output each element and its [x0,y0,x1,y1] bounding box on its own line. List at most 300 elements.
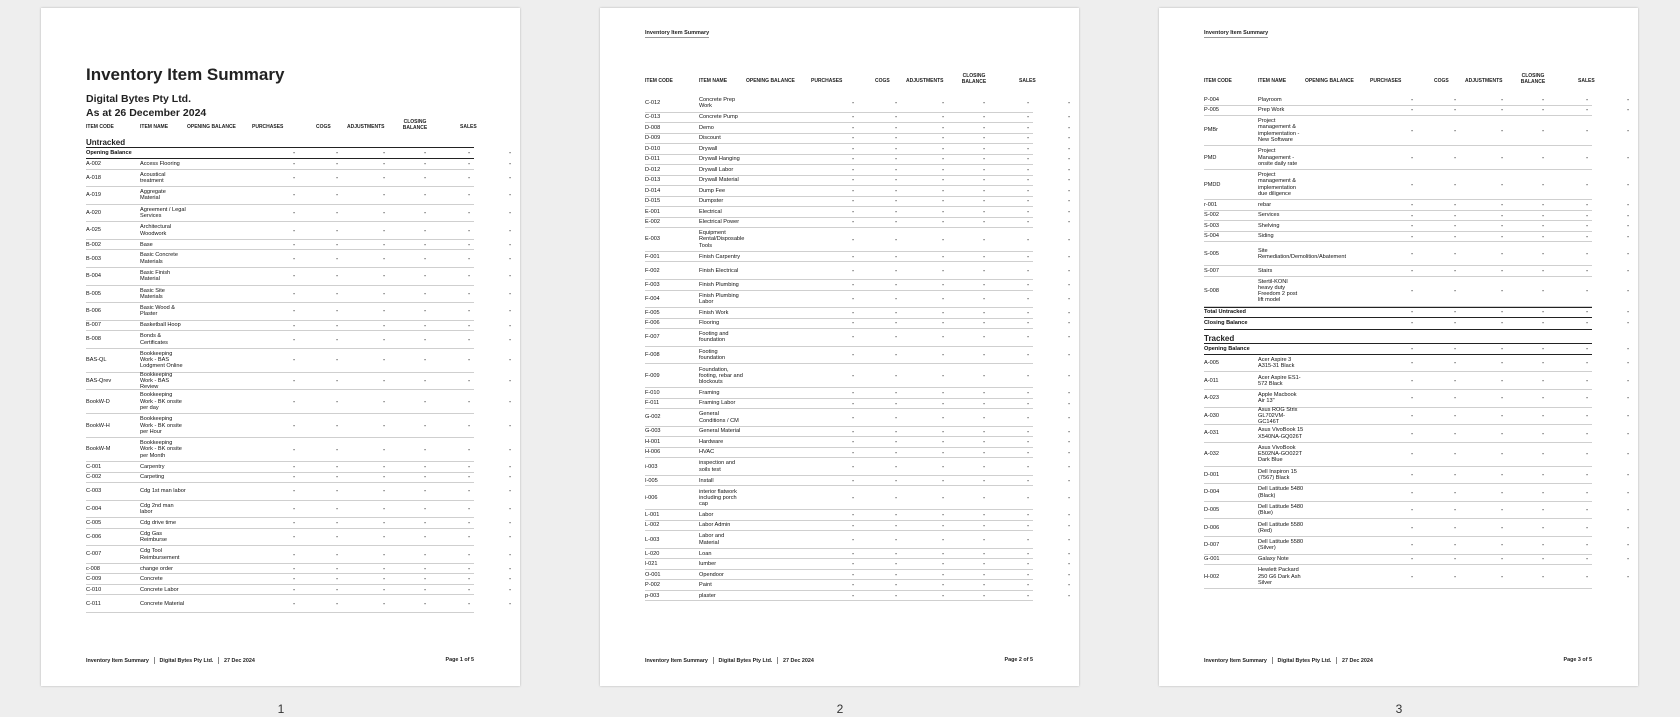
value-cell: - [1586,377,1588,384]
value-cell: - [1542,395,1544,402]
item-name: Labor [699,511,714,518]
value-cell: - [1068,135,1070,142]
page3-tracked-rows [1204,355,1629,589]
item-name: Equipment Rental/Disposable Tools [699,230,745,249]
item-code: B-005 [86,290,101,297]
value-cell: - [942,400,944,407]
value-cell: - [1627,212,1629,219]
value-cell: - [1501,127,1503,134]
value-cell: - [1027,582,1029,589]
table-row [86,349,511,373]
value-cell: - [852,295,854,302]
value-cell: - [1627,267,1629,274]
table-row [645,134,1070,145]
column-header-cell: CLOSING BALANCE [961,73,987,85]
value-cell: - [424,533,426,540]
value-cell: - [852,389,854,396]
table-row [1204,277,1629,307]
footer-page-number: Page 1 of 5 [445,657,474,663]
value-cell: - [1027,428,1029,435]
value-cell: - [1542,96,1544,103]
section-tracked: Tracked [1204,330,1592,344]
value-cell: - [1586,489,1588,496]
value-cell: - [1501,430,1503,437]
value-cell: - [983,114,985,121]
item-code: E-001 [645,208,660,215]
item-code: D-004 [1204,489,1220,496]
table-row [645,262,1070,280]
value-cell: - [1542,556,1544,563]
value-cell: - [468,160,470,167]
item-code: B-002 [86,241,101,248]
item-name: HVAC [699,449,715,456]
value-cell: - [983,100,985,107]
value-cell: - [468,149,470,156]
value-cell: - [509,377,511,384]
column-header-cell: ADJUSTMENTS [906,78,944,84]
value-cell: - [983,219,985,226]
value-cell: - [1627,430,1629,437]
item-code: A-031 [1204,430,1219,437]
opening-balance-values [198,148,511,158]
value-cell: - [1542,320,1544,327]
value-cell: - [1068,208,1070,215]
row-values [757,228,1070,251]
table-row [645,388,1070,399]
column-header [645,73,1036,88]
value-cell: - [983,295,985,302]
footer-divider [218,657,219,664]
table-row [86,473,511,484]
row-values [1316,232,1629,242]
value-cell: - [1586,233,1588,240]
table-row [86,438,511,462]
footer-divider [1336,657,1337,664]
value-cell: - [383,422,385,429]
item-name: Acer Aspire ES1-572 Black [1258,374,1301,387]
value-cell: - [468,551,470,558]
item-name: Acer Aspire 3 A315-31 Black [1258,356,1295,370]
row-values [757,176,1070,186]
value-cell: - [852,198,854,205]
column-header-cell: ITEM NAME [1258,78,1287,84]
value-cell: - [983,414,985,421]
value-cell: - [1027,463,1029,470]
value-cell: - [424,308,426,315]
item-code: l-021 [645,561,658,568]
item-name: change order [140,565,173,572]
value-cell: - [852,522,854,529]
row-values [198,501,511,518]
table-row [645,591,1070,602]
item-code: C-007 [86,551,102,558]
table-row [1204,211,1629,222]
value-cell: - [1501,233,1503,240]
value-cell: - [1627,524,1629,531]
value-cell: - [1627,556,1629,563]
item-code: A-032 [1204,451,1219,458]
value-cell: - [1068,295,1070,302]
value-cell: - [293,488,295,495]
footer-date: 27 Dec 2024 [783,657,814,664]
value-cell: - [1627,451,1629,458]
value-cell: - [424,227,426,234]
value-cell: - [509,422,511,429]
value-cell: - [293,290,295,297]
item-code: S-008 [1204,288,1219,295]
value-cell: - [509,533,511,540]
value-cell: - [468,576,470,583]
row-values [1316,390,1629,407]
row-values [757,559,1070,569]
value-cell: - [1586,288,1588,295]
value-cell: - [1542,507,1544,514]
value-cell: - [895,267,897,274]
value-cell: - [1027,124,1029,131]
value-cell: - [1501,395,1503,402]
value-cell: - [895,334,897,341]
value-cell: - [1501,412,1503,419]
item-name: Prep Work [1258,107,1285,114]
value-cell: - [1027,550,1029,557]
value-cell: - [336,357,338,364]
value-cell: - [509,446,511,453]
column-header-cell: CLOSING BALANCE [402,119,428,131]
value-cell: - [468,174,470,181]
value-cell: - [509,322,511,329]
row-values [757,476,1070,486]
value-cell: - [1586,201,1588,208]
row-values [757,319,1070,329]
item-code: A-025 [86,227,101,234]
value-cell: - [852,309,854,316]
row-values [757,197,1070,207]
value-cell: - [895,522,897,529]
footer-date: 27 Dec 2024 [224,657,255,664]
value-cell: - [942,582,944,589]
value-cell: - [1454,507,1456,514]
value-cell: - [1411,489,1413,496]
table-row [86,222,511,240]
value-cell: - [424,551,426,558]
table-row [86,414,511,438]
value-cell: - [509,565,511,572]
opening-balance-row [86,148,511,159]
value-cell: - [895,438,897,445]
value-cell: - [983,428,985,435]
value-cell: - [383,600,385,607]
value-cell: - [852,400,854,407]
value-cell: - [383,192,385,199]
row-values [757,409,1070,426]
row-values [757,580,1070,590]
page1-table [86,134,511,613]
row-values [757,510,1070,520]
item-name: Concrete [140,576,163,583]
value-cell: - [1068,372,1070,379]
value-cell: - [383,357,385,364]
value-cell: - [942,187,944,194]
item-code: G-002 [645,414,661,421]
total-untracked-values [1316,308,1629,317]
company-name: Digital Bytes Pty Ltd. [86,93,192,105]
item-code: B-003 [86,255,101,262]
value-cell: - [383,322,385,329]
item-name: Concrete Pump [699,114,738,121]
value-cell: - [1027,145,1029,152]
item-code: C-005 [86,519,102,526]
table-row [645,186,1070,197]
value-cell: - [468,255,470,262]
value-cell: - [852,281,854,288]
value-cell: - [424,519,426,526]
item-code: BAS-Qrev [86,377,112,384]
value-cell: - [895,372,897,379]
value-cell: - [1627,233,1629,240]
item-code: L-002 [645,522,660,529]
row-values [198,546,511,563]
column-header-cell: PURCHASES [1370,78,1402,84]
value-cell: - [468,227,470,234]
value-cell: - [895,449,897,456]
footer-company: Digital Bytes Pty Ltd. [718,657,773,664]
value-cell: - [1454,309,1456,316]
column-header-cell: ITEM CODE [86,124,114,130]
value-cell: - [983,400,985,407]
value-cell: - [1411,250,1413,257]
item-name: Framing [699,389,720,396]
column-header-cell: OPENING BALANCE [187,124,236,130]
value-cell: - [1586,212,1588,219]
item-code: C-011 [86,600,101,607]
item-name: lumber [699,561,717,568]
table-row [645,559,1070,570]
value-cell: - [1627,573,1629,580]
row-values [198,321,511,331]
value-cell: - [424,600,426,607]
row-values [1316,408,1629,425]
value-cell: - [336,160,338,167]
row-values [198,438,511,461]
closing-balance-values [1316,318,1629,329]
value-cell: - [383,377,385,384]
value-cell: - [293,551,295,558]
item-name: Flooring [699,320,720,327]
item-code: S-002 [1204,212,1219,219]
item-code: F-008 [645,351,660,358]
item-name: Hardware [699,438,724,445]
table-row [86,483,511,501]
item-name: Opendoor [699,571,724,578]
value-cell: - [1542,360,1544,367]
footer-company: Digital Bytes Pty Ltd. [159,657,214,664]
value-cell: - [1501,507,1503,514]
item-name: Cdg 2nd man labor [140,502,174,515]
table-row [645,399,1070,410]
value-cell: - [1068,511,1070,518]
value-cell: - [1454,377,1456,384]
value-cell: - [468,488,470,495]
value-cell: - [983,156,985,163]
value-cell: - [942,550,944,557]
value-cell: - [509,463,511,470]
row-values [1316,355,1629,372]
table-row [1204,565,1629,589]
item-code: BookW-H [86,422,110,429]
row-values [757,329,1070,346]
footer-divider [154,657,155,664]
row-values [198,331,511,348]
value-cell: - [1542,412,1544,419]
value-cell: - [852,334,854,341]
value-cell: - [468,474,470,481]
value-cell: - [1542,471,1544,478]
item-name: Siding [1258,233,1274,240]
value-cell: - [1411,471,1413,478]
value-cell: - [383,533,385,540]
value-cell: - [1068,351,1070,358]
value-cell: - [1454,267,1456,274]
value-cell: - [942,477,944,484]
row-values [1316,277,1629,306]
value-cell: - [1454,489,1456,496]
value-cell: - [983,477,985,484]
value-cell: - [293,398,295,405]
value-cell: - [424,398,426,405]
value-cell: - [852,438,854,445]
value-cell: - [983,145,985,152]
table-row [86,518,511,529]
value-cell: - [1454,154,1456,161]
value-cell: - [1627,222,1629,229]
value-cell: - [983,550,985,557]
value-cell: - [852,114,854,121]
value-cell: - [895,281,897,288]
value-cell: - [1627,542,1629,549]
table-row [645,476,1070,487]
row-values [1316,537,1629,554]
value-cell: - [468,565,470,572]
value-cell: - [1027,477,1029,484]
value-cell: - [1586,309,1588,316]
value-cell: - [1411,222,1413,229]
item-code: P-004 [1204,96,1219,103]
value-cell: - [1027,351,1029,358]
value-cell: - [895,156,897,163]
value-cell: - [383,551,385,558]
value-cell: - [509,255,511,262]
value-cell: - [293,600,295,607]
value-cell: - [1454,345,1456,352]
table-row [86,462,511,473]
item-code: B-007 [86,322,101,329]
value-cell: - [1454,201,1456,208]
item-code: C-006 [86,533,102,540]
value-cell: - [509,505,511,512]
item-name: Basic Concrete Materials [140,252,178,265]
value-cell: - [1068,236,1070,243]
value-cell: - [942,177,944,184]
value-cell: - [1627,507,1629,514]
item-name: Finish Plumbing [699,281,739,288]
value-cell: - [1027,166,1029,173]
value-cell: - [1627,309,1629,316]
value-cell: - [1586,573,1588,580]
item-name: Concrete Material [140,600,185,607]
item-code: F-003 [645,281,660,288]
value-cell: - [293,308,295,315]
value-cell: - [1501,542,1503,549]
value-cell: - [983,463,985,470]
value-cell: - [1501,181,1503,188]
value-cell: - [468,505,470,512]
value-cell: - [1627,471,1629,478]
table-row [1204,355,1629,373]
table-row [1204,502,1629,520]
value-cell: - [942,135,944,142]
table-row [1204,390,1629,408]
table-row [645,409,1070,427]
value-cell: - [424,255,426,262]
value-cell: - [424,290,426,297]
table-row [86,564,511,575]
value-cell: - [468,463,470,470]
item-code: L-001 [645,511,660,518]
row-values [198,187,511,204]
value-cell: - [942,145,944,152]
row-values [1316,106,1629,116]
total-untracked-row [1204,307,1629,318]
item-code: A-011 [1204,377,1219,384]
value-cell: - [424,377,426,384]
value-cell: - [468,290,470,297]
value-cell: - [1068,571,1070,578]
value-cell: - [1454,395,1456,402]
value-cell: - [1501,556,1503,563]
value-cell: - [942,309,944,316]
value-cell: - [942,267,944,274]
value-cell: - [293,586,295,593]
value-cell: - [293,255,295,262]
item-code: D-008 [645,124,661,131]
item-code: i-006 [645,494,658,501]
item-name: Demo [699,124,714,131]
value-cell: - [424,336,426,343]
item-name: Cdg drive time [140,519,177,526]
value-cell: - [895,561,897,568]
item-code: B-004 [86,273,101,280]
item-name: Discount [699,135,721,142]
value-cell: - [852,156,854,163]
value-cell: - [1501,96,1503,103]
item-name: Apple Macbook Air 13" [1258,392,1297,405]
value-cell: - [1027,198,1029,205]
value-cell: - [509,290,511,297]
value-cell: - [1027,438,1029,445]
table-row [645,329,1070,347]
value-cell: - [1542,181,1544,188]
value-cell: - [942,236,944,243]
value-cell: - [293,576,295,583]
value-cell: - [1627,154,1629,161]
value-cell: - [942,253,944,260]
table-row [645,448,1070,459]
value-cell: - [852,135,854,142]
row-values [198,268,511,285]
page3-untracked-rows [1204,95,1629,307]
value-cell: - [1411,345,1413,352]
value-cell: - [1068,536,1070,543]
